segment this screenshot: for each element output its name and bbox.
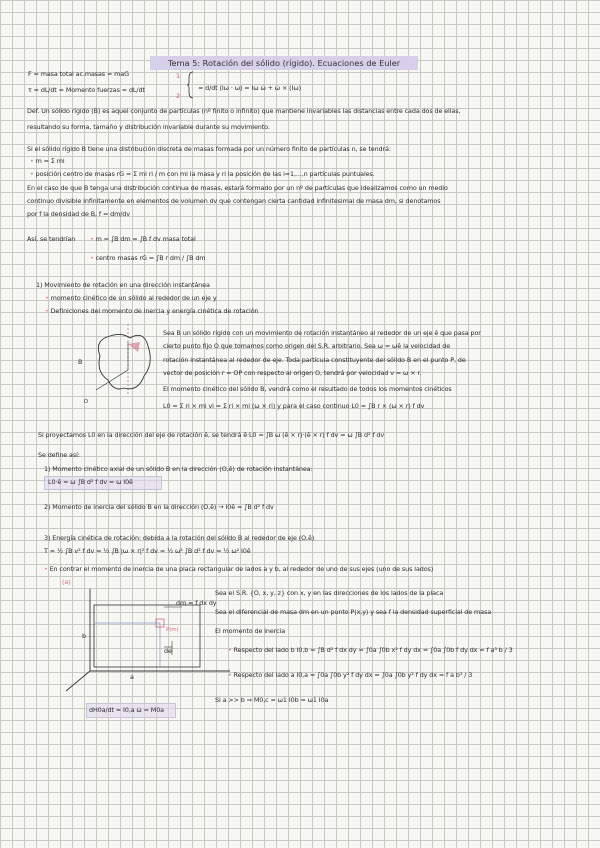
center-of-mass-formula xyxy=(90,254,205,262)
section-1-bullet-1 xyxy=(45,294,217,302)
define-item-2: 2) Momento de inercia del sólido B en la dirección (O,ê) → I0ê = ∫B d² f dv xyxy=(44,503,274,511)
plate-label-point: P(m) xyxy=(166,627,179,633)
continuous-line-3: por f la densidad de B, f = dm/dv xyxy=(27,210,130,218)
figure-label-b: B xyxy=(78,358,83,366)
def-line-2: resultando su forma, tamaño y distribución invariable durante su movimiento. xyxy=(27,123,270,131)
bullet-dot: • xyxy=(228,671,234,679)
discrete-line-1: Si el sólido rígido B tiene una distribución discreta de masas formada por un número finito de partículas n, se tendrá: xyxy=(27,145,391,153)
plate-bullet-1 xyxy=(228,646,513,654)
equation-mark-1: 1 xyxy=(176,72,180,80)
bullet-dot: • xyxy=(90,235,96,243)
define-item-3: 3) Energía cinética de rotación: debida a la rotación del sólido B al rededor de eje (O,ê) xyxy=(44,534,315,542)
rotation-line-1: Sea B un sólido rígido con un movimiento de rotación instantáneo al rededor de un eje ê que pasa por xyxy=(163,329,481,337)
rigid-body-figure xyxy=(88,322,160,404)
continuous-lead: Así, se tendrían xyxy=(27,235,76,243)
bullet-dot: • xyxy=(30,157,36,165)
plate-label-b: b xyxy=(82,632,86,640)
torque-formula: τ = dL/dt = Momento fuerzas = dL/dt xyxy=(28,86,145,94)
plate-bullet-2 xyxy=(228,671,472,679)
define-item-1: 1) Momento cinético axial de un sólido B en la dirección (O,ê) de rotación instantánea: xyxy=(44,465,313,473)
plate-line-4: Si a >> b ⇒ M0,c = ω1 I0b = ω1 I0a xyxy=(215,696,329,704)
rotation-line-7: Si proyectamos L0 en la dirección del eje de rotación ê, se tendrá ê·L0 = ∫B ω (ê × r)·(ê × r) f dv = ω ∫B d² f dv xyxy=(38,431,385,439)
plate-line-2: Sea el diferencial de masa dm en un punto P(x,y) y sea f la densidad superficial de masa xyxy=(215,608,492,616)
section-1-bullet-2 xyxy=(45,307,258,315)
plate-bottom-formula: dH0a/dt = I0,a ω̇ = M0a xyxy=(89,706,164,714)
bullet-text: momento cinético de un sólido al rededor de un eje y xyxy=(50,294,217,302)
continuous-line-1: En el caso de que B tenga una distribución continua de masas, estará formado por un nº de partículas que idealizamos como un medio xyxy=(27,184,448,192)
equation-mark-2: 2 xyxy=(176,92,180,100)
bullet-dot: • xyxy=(44,565,50,573)
plate-mark: (a) xyxy=(62,578,71,586)
continuous-line-2: continuo divisible infinitamente en elementos de volumen dv que contengan cierta cantidad infinitesimal de masa dm, si denotamos xyxy=(27,197,441,205)
newton-formula: F = masa total ac.masas = maG xyxy=(28,70,129,78)
defines-lead: Se define así: xyxy=(38,451,80,459)
figure-label-o: O xyxy=(84,399,88,405)
bullet-dot: • xyxy=(90,254,96,262)
define-item-1-formula: L0·ê = ω ∫B d² f dv = ω I0ê xyxy=(48,478,133,486)
bullet-text: Respecto del lado b I0,b = ∫B d² f dx dy = ∫0a ∫0b x² f dy dx = ∫0a ∫0b f dy dx = f a³ b / 3 xyxy=(233,646,513,654)
plate-line-3: El momento de inercia xyxy=(215,627,286,635)
plate-dm-label: dm = f dx dy xyxy=(176,599,217,607)
mass-formula xyxy=(90,235,196,243)
bullet-text: Respecto del lado a I0,a = ∫0a ∫0b y² f dy dx = ∫0a ∫0b y² f dy dx = f a b³ / 3 xyxy=(233,671,473,679)
euler-formula: = d/dt (Iω · ω) = Iω ω̇ + ω̇ × (Iω) xyxy=(198,84,302,92)
define-item-3-formula: T = ½ ∫B v² f dv = ½ ∫B |ω × r|² f dv = ½ ω² ∫B d² f dv = ½ ω² I0ê xyxy=(44,547,251,555)
discrete-bullet-1 xyxy=(30,157,65,165)
rotation-line-5: El momento cinético del sólido B, vendrá como el resultado de todos los momentos cinéticos xyxy=(163,385,452,393)
rotation-line-2: cierto punto fijo O que tomamos como origen del S.R. arbitrario. Sea ω = ωê la velocidad de xyxy=(163,342,451,350)
bullet-text: posición centro de masas rG = Σ mi ri / m con mi la masa y ri la posición de las i=1,...,n partículas puntuales. xyxy=(35,170,375,178)
rotation-line-6: L0 = Σ ri × mi vi = Σ ri × mi (ω × ri) y para el caso continuo L0 = ∫B r × (ω × r) f dv xyxy=(163,402,425,410)
page-title: Tema 5: Rotación del sólido (rígido). Ecuaciones de Euler xyxy=(150,56,418,70)
rotation-line-4: vector de posición r = OP con respecto al origen O, tendrá por velocidad v = ω × r. xyxy=(163,369,422,377)
bullet-dot: • xyxy=(45,307,51,315)
def-line-1: Def. Un sólido rígido (B) es aquel conjunto de partículas (nº finito o infinito) que mantiene invariables las distancias entre cada dos de ellas, xyxy=(27,107,461,115)
discrete-bullet-2 xyxy=(30,170,375,178)
brace-icon xyxy=(187,72,195,98)
plate-lead xyxy=(44,565,433,573)
bullet-text: centro masas rG = ∫B r dm / ∫B dm xyxy=(95,254,206,262)
bullet-dot: • xyxy=(30,170,36,178)
bullet-text: m = Σ mi xyxy=(35,157,65,165)
bullet-text: m = ∫B dm = ∫B f dv masa total xyxy=(95,235,196,243)
plate-label-de: de xyxy=(164,647,172,655)
bullet-dot: • xyxy=(45,294,51,302)
plate-line-1: Sea el S.R. {O, x, y, z} con x, y en las direcciones de los lados de la placa xyxy=(215,589,444,597)
bullet-text: Definiciones del momento de inercia y energía cinética de rotación xyxy=(50,307,259,315)
bullet-text: En contrar el momento de inercia de una placa rectangular de lados a y b, al rededor de uno de sus ejes (uno de sus lados) xyxy=(49,565,434,573)
bullet-dot: • xyxy=(228,646,234,654)
plate-label-a: a xyxy=(130,673,134,681)
section-1-title: 1) Movimiento de rotación en una dirección instantánea xyxy=(36,281,210,289)
rotation-line-3: rotación instantánea al rededor de eje. Toda partícula constituyente del sólido B en el punto P, de xyxy=(163,356,466,364)
